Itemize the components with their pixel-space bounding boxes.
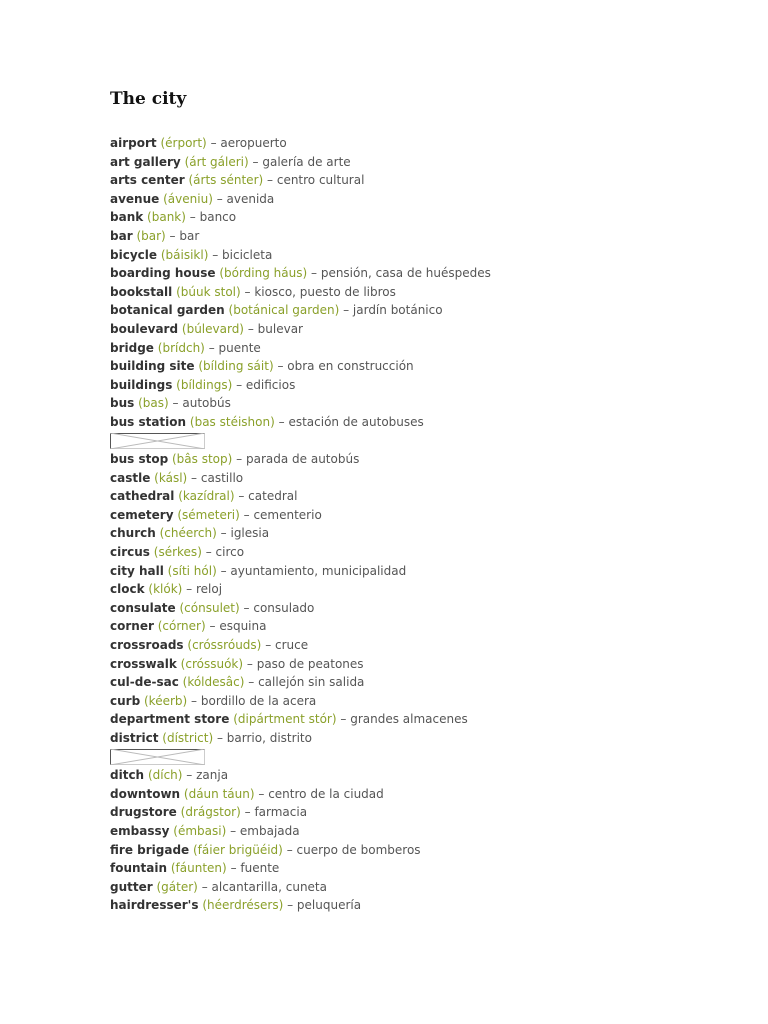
vocab-pronunciation: (dístrict) bbox=[162, 731, 214, 745]
vocab-term: embassy bbox=[110, 823, 170, 838]
vocab-separator: – bbox=[220, 563, 227, 578]
document-page bbox=[110, 88, 730, 915]
vocab-term: botanical garden bbox=[110, 303, 225, 318]
vocab-entry bbox=[110, 208, 730, 227]
vocab-entry bbox=[110, 413, 730, 432]
vocab-separator: – bbox=[189, 210, 196, 225]
vocab-pronunciation: (chéerch) bbox=[159, 526, 217, 541]
broken-image-icon bbox=[110, 748, 730, 767]
vocab-separator: – bbox=[210, 136, 217, 150]
vocab-term: crossroads bbox=[110, 638, 184, 653]
vocab-separator: – bbox=[243, 507, 250, 522]
vocab-separator: – bbox=[340, 712, 347, 727]
vocab-separator: – bbox=[216, 191, 223, 206]
vocab-translation: estación de autobuses bbox=[288, 414, 424, 429]
vocab-separator: – bbox=[252, 154, 259, 169]
vocab-translation: bordillo de la acera bbox=[200, 693, 317, 708]
vocab-translation: aeropuerto bbox=[220, 136, 287, 150]
vocab-pronunciation: (búlevard) bbox=[181, 321, 244, 336]
vocab-separator: – bbox=[278, 414, 285, 429]
vocab-entry bbox=[110, 246, 730, 265]
vocab-pronunciation: (córner) bbox=[157, 619, 206, 634]
vocab-translation: esquina bbox=[219, 619, 267, 634]
vocab-term: avenue bbox=[110, 191, 160, 206]
vocab-translation: bar bbox=[179, 228, 200, 243]
vocab-translation: bulevar bbox=[257, 321, 303, 336]
vocab-separator: – bbox=[267, 173, 274, 188]
vocab-pronunciation: (báisikl) bbox=[160, 247, 209, 262]
vocab-term: consulate bbox=[110, 600, 176, 615]
vocab-term: bank bbox=[110, 210, 144, 225]
vocab-entry bbox=[110, 376, 730, 395]
vocab-separator: – bbox=[238, 489, 245, 504]
vocab-separator: – bbox=[191, 693, 198, 708]
vocab-pronunciation: (kóldesâc) bbox=[182, 675, 245, 690]
vocab-translation: catedral bbox=[248, 489, 298, 504]
vocab-entry bbox=[110, 896, 730, 915]
vocab-entry bbox=[110, 785, 730, 804]
vocab-translation: paso de peatones bbox=[256, 656, 364, 671]
vocab-entry bbox=[110, 673, 730, 692]
vocab-term: bridge bbox=[110, 340, 154, 355]
vocab-entry bbox=[110, 878, 730, 897]
vocab-pronunciation: (dích) bbox=[147, 768, 183, 783]
vocab-translation: edificios bbox=[245, 377, 296, 392]
vocab-translation: reloj bbox=[196, 582, 223, 597]
vocab-entry bbox=[110, 339, 730, 358]
vocab-separator: – bbox=[186, 582, 193, 597]
vocab-pronunciation: (dipártment stór) bbox=[233, 712, 337, 727]
vocab-entry bbox=[110, 710, 730, 729]
vocab-term: hairdresser's bbox=[110, 898, 199, 913]
vocab-pronunciation: (bas) bbox=[138, 396, 169, 411]
vocab-entry bbox=[110, 264, 730, 283]
vocab-entry bbox=[110, 153, 730, 172]
vocab-entry bbox=[110, 357, 730, 376]
vocab-entry bbox=[110, 487, 730, 506]
vocab-term: corner bbox=[110, 619, 154, 634]
vocab-pronunciation: (árts sénter) bbox=[188, 173, 264, 188]
vocab-separator: – bbox=[212, 247, 219, 262]
vocab-term: drugstore bbox=[110, 805, 177, 820]
vocab-translation: callejón sin salida bbox=[258, 675, 365, 690]
vocab-entry bbox=[110, 562, 730, 581]
vocab-pronunciation: (kazídral) bbox=[178, 489, 235, 504]
vocab-separator: – bbox=[246, 656, 253, 671]
vocab-term: crosswalk bbox=[110, 656, 177, 671]
vocab-term: boarding house bbox=[110, 266, 216, 281]
vocab-pronunciation: (cónsulet) bbox=[179, 600, 240, 615]
vocab-translation: zanja bbox=[196, 768, 229, 783]
vocab-entry bbox=[110, 580, 730, 599]
vocab-translation: ayuntamiento, municipalidad bbox=[230, 563, 407, 578]
vocab-separator: – bbox=[248, 675, 255, 690]
vocab-translation: parada de autobús bbox=[245, 452, 360, 467]
vocab-term: arts center bbox=[110, 173, 185, 188]
vocab-entry bbox=[110, 301, 730, 320]
vocab-term: buildings bbox=[110, 377, 173, 392]
vocab-term: circus bbox=[110, 545, 150, 560]
vocab-translation: alcantarilla, cuneta bbox=[211, 879, 327, 894]
vocab-separator: – bbox=[236, 377, 243, 392]
vocab-pronunciation: (fáier brigüéid) bbox=[193, 842, 283, 857]
vocab-translation: farmacia bbox=[254, 805, 308, 820]
vocab-term: bar bbox=[110, 228, 133, 243]
vocab-translation: iglesia bbox=[230, 526, 270, 541]
vocab-translation: castillo bbox=[200, 470, 244, 485]
vocab-entry bbox=[110, 692, 730, 711]
vocab-separator: – bbox=[247, 321, 254, 336]
vocab-translation: obra en construcción bbox=[287, 359, 414, 374]
vocab-separator: – bbox=[311, 266, 317, 281]
vocab-term: cathedral bbox=[110, 489, 175, 504]
vocab-translation: avenida bbox=[226, 191, 275, 206]
vocab-term: fountain bbox=[110, 861, 168, 876]
vocab-entry bbox=[110, 524, 730, 543]
vocab-separator: – bbox=[230, 823, 237, 838]
vocab-pronunciation: (émbasi) bbox=[173, 823, 227, 838]
vocab-pronunciation: (bas stéishon) bbox=[189, 414, 275, 429]
vocab-pronunciation: (héerdrésers) bbox=[202, 898, 284, 913]
vocab-translation: peluquería bbox=[296, 898, 362, 913]
vocab-separator: – bbox=[220, 526, 227, 541]
vocab-translation: fuente bbox=[240, 861, 280, 876]
vocab-pronunciation: (bank) bbox=[147, 210, 186, 225]
vocab-translation: embajada bbox=[239, 823, 300, 838]
vocab-entry bbox=[110, 543, 730, 562]
vocab-translation: banco bbox=[199, 210, 237, 225]
vocab-entry bbox=[110, 841, 730, 860]
vocab-translation: centro de la ciudad bbox=[268, 786, 384, 801]
vocab-term: downtown bbox=[110, 786, 181, 801]
vocab-pronunciation: (bórding háus) bbox=[219, 266, 308, 281]
vocab-translation: bicicleta bbox=[222, 247, 273, 262]
vocab-pronunciation: (bílding sáit) bbox=[198, 359, 274, 374]
vocab-entry bbox=[110, 636, 730, 655]
vocab-term: bookstall bbox=[110, 284, 173, 299]
vocab-entry bbox=[110, 227, 730, 246]
vocab-entry bbox=[110, 283, 730, 302]
vocab-term: bus stop bbox=[110, 452, 169, 467]
vocab-term: castle bbox=[110, 470, 151, 485]
vocab-pronunciation: (dáun táun) bbox=[183, 786, 255, 801]
vocab-entry bbox=[110, 469, 730, 488]
vocab-term: bus station bbox=[110, 414, 187, 429]
vocab-separator: – bbox=[230, 861, 237, 876]
vocab-entry bbox=[110, 803, 730, 822]
vocab-term: district bbox=[110, 731, 159, 745]
vocab-separator: – bbox=[172, 396, 179, 411]
vocab-term: city hall bbox=[110, 563, 164, 578]
vocab-entry bbox=[110, 450, 730, 469]
vocab-entry bbox=[110, 134, 730, 153]
vocab-entry bbox=[110, 617, 730, 636]
vocab-translation: puente bbox=[218, 340, 261, 355]
vocab-separator: – bbox=[205, 545, 212, 560]
vocab-translation: circo bbox=[215, 545, 245, 560]
vocab-entry bbox=[110, 766, 730, 785]
vocab-pronunciation: (érport) bbox=[160, 136, 207, 150]
vocab-translation: consulado bbox=[253, 600, 315, 615]
vocab-separator: – bbox=[209, 619, 216, 634]
vocab-pronunciation: (árt gáleri) bbox=[184, 154, 249, 169]
vocab-translation: kiosco, puesto de libros bbox=[254, 284, 396, 299]
vocab-separator: – bbox=[343, 303, 350, 318]
vocab-term: bus bbox=[110, 396, 135, 411]
vocab-pronunciation: (búuk stol) bbox=[176, 284, 241, 299]
vocab-separator: – bbox=[287, 898, 294, 913]
vocab-pronunciation: (kéerb) bbox=[144, 693, 188, 708]
vocab-separator: – bbox=[277, 359, 284, 374]
vocab-term: cul-de-sac bbox=[110, 675, 179, 690]
vocab-translation: autobús bbox=[182, 396, 231, 411]
vocab-term: church bbox=[110, 526, 156, 541]
vocab-separator: – bbox=[244, 805, 251, 820]
vocab-separator: – bbox=[265, 638, 272, 653]
vocab-term: cemetery bbox=[110, 507, 174, 522]
vocab-translation: jardín botánico bbox=[352, 303, 443, 318]
vocab-pronunciation: (kásl) bbox=[154, 470, 188, 485]
broken-image-icon bbox=[110, 432, 730, 451]
vocab-separator: – bbox=[236, 452, 243, 467]
vocab-separator: – bbox=[201, 879, 208, 894]
vocab-entry bbox=[110, 859, 730, 878]
vocab-separator: – bbox=[191, 470, 198, 485]
vocab-entry bbox=[110, 729, 730, 748]
vocab-term: boulevard bbox=[110, 321, 179, 336]
vocab-term: bicycle bbox=[110, 247, 158, 262]
vocab-pronunciation: (klók) bbox=[148, 582, 183, 597]
vocab-pronunciation: (bar) bbox=[136, 228, 166, 243]
vocab-pronunciation: (áveniu) bbox=[163, 191, 213, 206]
vocab-term: ditch bbox=[110, 768, 145, 783]
vocab-entry bbox=[110, 394, 730, 413]
vocab-separator: – bbox=[169, 228, 176, 243]
vocab-separator: – bbox=[208, 340, 215, 355]
vocab-pronunciation: (síti hól) bbox=[167, 563, 217, 578]
vocab-pronunciation: (brídch) bbox=[157, 340, 205, 355]
vocab-translation: centro cultural bbox=[276, 173, 365, 188]
vocab-term: building site bbox=[110, 359, 195, 374]
vocab-translation: cementerio bbox=[253, 507, 322, 522]
page-title: The city bbox=[110, 89, 187, 109]
vocab-pronunciation: (fáunten) bbox=[170, 861, 227, 876]
vocab-pronunciation: (bâs stop) bbox=[172, 452, 233, 467]
vocab-term: fire brigade bbox=[110, 842, 190, 857]
vocab-entry bbox=[110, 655, 730, 674]
vocab-separator: – bbox=[244, 284, 251, 299]
vocab-entry bbox=[110, 822, 730, 841]
vocab-translation: galería de arte bbox=[262, 154, 351, 169]
vocab-separator: – bbox=[258, 786, 265, 801]
vocab-translation: cruce bbox=[275, 638, 309, 653]
vocab-entry bbox=[110, 171, 730, 190]
vocab-pronunciation: (bíldings) bbox=[176, 377, 233, 392]
vocab-pronunciation: (gáter) bbox=[156, 879, 198, 894]
vocab-entry bbox=[110, 599, 730, 618]
vocab-term: art gallery bbox=[110, 154, 181, 169]
vocab-translation: cuerpo de bomberos bbox=[296, 842, 421, 857]
vocab-pronunciation: (cróssróuds) bbox=[187, 638, 262, 653]
vocab-term: gutter bbox=[110, 879, 153, 894]
vocab-separator: – bbox=[186, 768, 193, 783]
vocab-separator: – bbox=[286, 842, 293, 857]
vocabulary-list bbox=[110, 134, 730, 915]
vocab-pronunciation: (sémeteri) bbox=[177, 507, 240, 522]
vocab-entry bbox=[110, 190, 730, 209]
vocab-separator: – bbox=[216, 731, 223, 745]
vocab-entry bbox=[110, 320, 730, 339]
vocab-translation: grandes almacenes bbox=[350, 712, 468, 727]
vocab-term: airport bbox=[110, 136, 157, 150]
vocab-entry bbox=[110, 506, 730, 525]
vocab-separator: – bbox=[243, 600, 250, 615]
vocab-translation: pensión, casa de huéspedes bbox=[320, 266, 491, 281]
vocab-translation: barrio, distrito bbox=[226, 731, 312, 745]
vocab-term: department store bbox=[110, 712, 230, 727]
vocab-pronunciation: (sérkes) bbox=[153, 545, 202, 560]
vocab-pronunciation: (cróssuók) bbox=[180, 656, 244, 671]
vocab-pronunciation: (botánical garden) bbox=[228, 303, 340, 318]
vocab-term: clock bbox=[110, 582, 145, 597]
vocab-term: curb bbox=[110, 693, 141, 708]
vocab-pronunciation: (drágstor) bbox=[180, 805, 241, 820]
